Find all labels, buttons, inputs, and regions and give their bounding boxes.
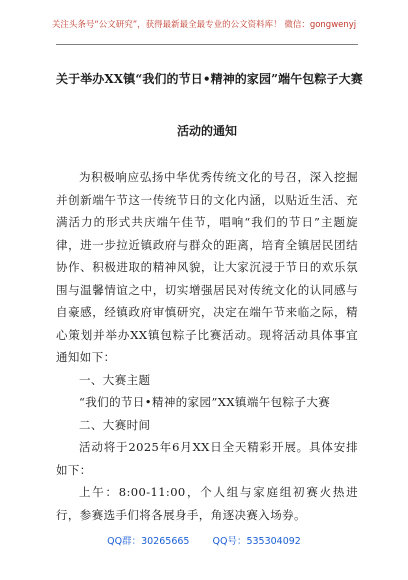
document-subtitle: 活动的通知 <box>176 124 237 138</box>
time-paragraph: 活动将于2025年6月XX日全天精彩开展。具体安排如下： <box>56 440 358 477</box>
section-heading-theme: 一、大赛主题 <box>79 372 151 387</box>
header-divider <box>56 44 358 45</box>
footer-contact <box>0 533 408 547</box>
qq-number: QQ号：535304092 <box>212 536 301 547</box>
qq-group: QQ群：30265665 <box>107 536 190 547</box>
intro-paragraph: 为积极响应弘扬中华优秀传统文化的号召，深入挖掘并创新端午节这一传统节日的文化内涵，以贴近生活、充满活力的形式共庆端午佳节，唱响“我们的节日”主题旋律，进一步拉近镇政府与群众的距离，培育全镇居民团结协作、积极进取的精神风貌，让大家沉浸于节日的欢乐氛围与温馨情谊之中，切实增强居民对传统文化的认同感与自豪感，经镇政府审慎研究，决定在端午节来临之际，精心策划并举办XX镇包粽子比赛活动。现将活动具体事宜通知如下： <box>56 170 358 364</box>
theme-text: “我们的节日•精神的家园”XX镇端午包粽子大赛 <box>79 395 331 409</box>
morning-schedule-paragraph: 上午：8:00-11:00，个人组与家庭组初赛火热进行，参赛选手们将各展身手，角逐决赛入场券。 <box>56 485 358 522</box>
header-banner: 关注头条号“公文研究”，获得最新最全最专业的公文资料库！ 微信：gongwenyj <box>51 20 357 30</box>
document-body <box>56 166 358 526</box>
document-title: 关于举办XX镇“我们的节日•精神的家园”端午包粽子大赛 <box>56 72 363 86</box>
section-heading-time: 二、大赛时间 <box>79 417 151 432</box>
